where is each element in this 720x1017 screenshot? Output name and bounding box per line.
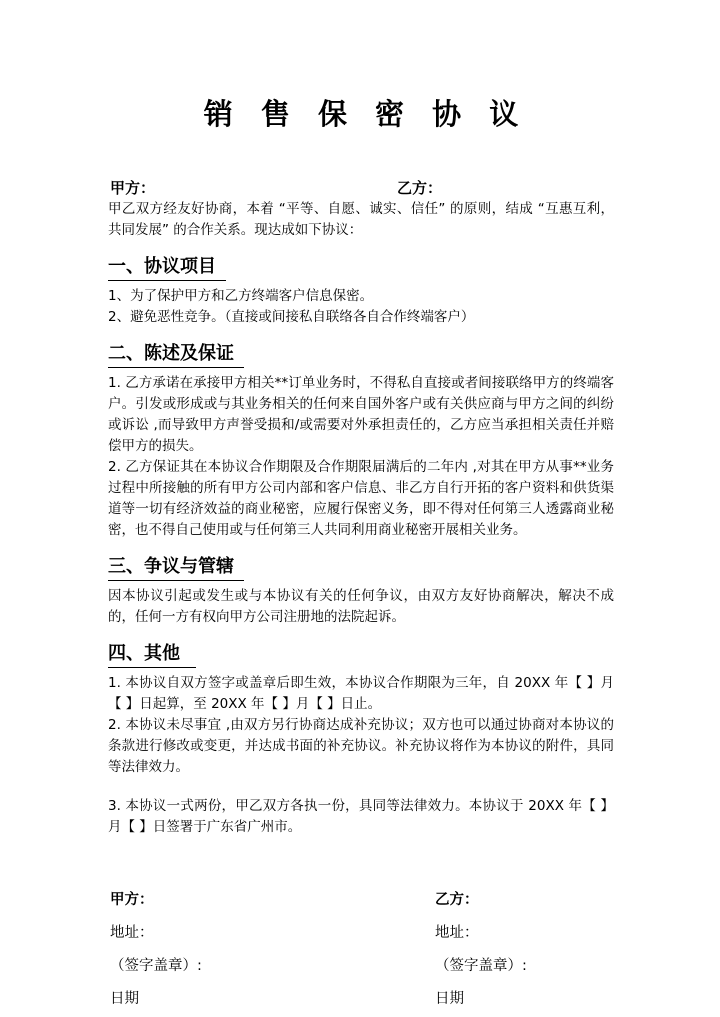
signature-party-b-label: 乙方： [435,892,479,909]
signature-party-a-address: 地址： [110,925,154,942]
clause: 1. 乙方承诺在承接甲方相关**订单业务时，不得私自直接或者间接联络甲方的终端客户。引发或形成或与其业务相关的任何来自国外客户或有关供应商与甲方之间的纠纷或诉讼 ,而导致甲方声誉受损和/或需要对外承担责任的，乙方应当承担相关责任并赔偿甲方的损失。 [108,375,614,455]
clause: 1. 本协议自双方签字或盖章后即生效，本协议合作期限为三年，自 20XX 年【 】月【 】日起算，至 20XX 年【 】月【 】日止。 [108,675,614,713]
clause: 2. 本协议未尽事宜 ,由双方另行协商达成补充协议；双方也可以通过协商对本协议的条款进行修改或变更，并达成书面的补充协议。补充协议将作为本协议的附件，具同等法律效力。 [108,717,614,776]
section-4-clauses [108,673,614,838]
clause-spacer [108,778,614,796]
document-content [108,0,614,1017]
section-1-clauses [108,286,614,328]
signature-block [108,890,614,1017]
intro-paragraph: 甲乙双方经友好协商，本着 “平等、自愿、诚实、信任” 的原则，结成 “互惠互利，共同发展” 的合作关系。现达成如下协议： [108,201,614,239]
clause: 1、为了保护甲方和乙方终端客户信息保密。 [108,288,374,305]
signature-party-b-seal: （签字盖章）: [435,958,527,975]
party-b-label: 乙方： [397,179,443,198]
clause: 2. 乙方保证其在本协议合作期限及合作期限届满后的二年内 ,对其在甲方从事**业务过程中所接触的所有甲方公司内部和客户信息、非乙方自行开拓的客户资料和供货渠道等一切有经济效益的商业秘密，应履行保密义务，即不得对任何第三人透露商业秘密，也不得自己使用或与任何第三人共同利用商业秘密开展相关业务。 [108,459,614,539]
clause: 2、避免恶性竞争。（直接或间接私自联络各自合作终端客户） [108,309,475,326]
party-a-label: 甲方： [110,179,156,198]
section-heading-4-label: 四、其他 [108,642,196,668]
signature-party-b-date: 日期 [435,991,464,1008]
page-title: 销 售 保 密 协 议 [203,97,528,131]
section-heading-3-label: 三、争议与管辖 [108,555,244,581]
signature-party-a-date: 日期 [110,991,139,1008]
signature-column-party-a [110,890,202,1017]
section-heading-4 [108,642,614,668]
section-3-clauses [108,586,614,628]
section-heading-3 [108,555,614,581]
signature-party-a-label: 甲方： [110,892,154,909]
signature-party-b-address: 地址： [435,925,479,942]
clause: 3. 本协议一式两份，甲乙双方各执一份，具同等法律效力。本协议于 20XX 年【 】月【 】日签署于广东省广州市。 [108,798,614,836]
section-heading-2 [108,342,614,368]
section-heading-1 [108,255,614,281]
section-heading-2-label: 二、陈述及保证 [108,342,244,368]
section-heading-1-label: 一、协议项目 [108,255,226,281]
party-header-row [108,177,614,199]
clause: 因本协议引起或发生或与本协议有关的任何争议，由双方友好协商解决，解决不成的，任何一方有权向甲方公司注册地的法院起诉。 [108,588,614,626]
section-2-clauses [108,373,614,541]
signature-party-a-seal: （签字盖章）: [110,958,202,975]
signature-column-party-b [435,890,527,1017]
